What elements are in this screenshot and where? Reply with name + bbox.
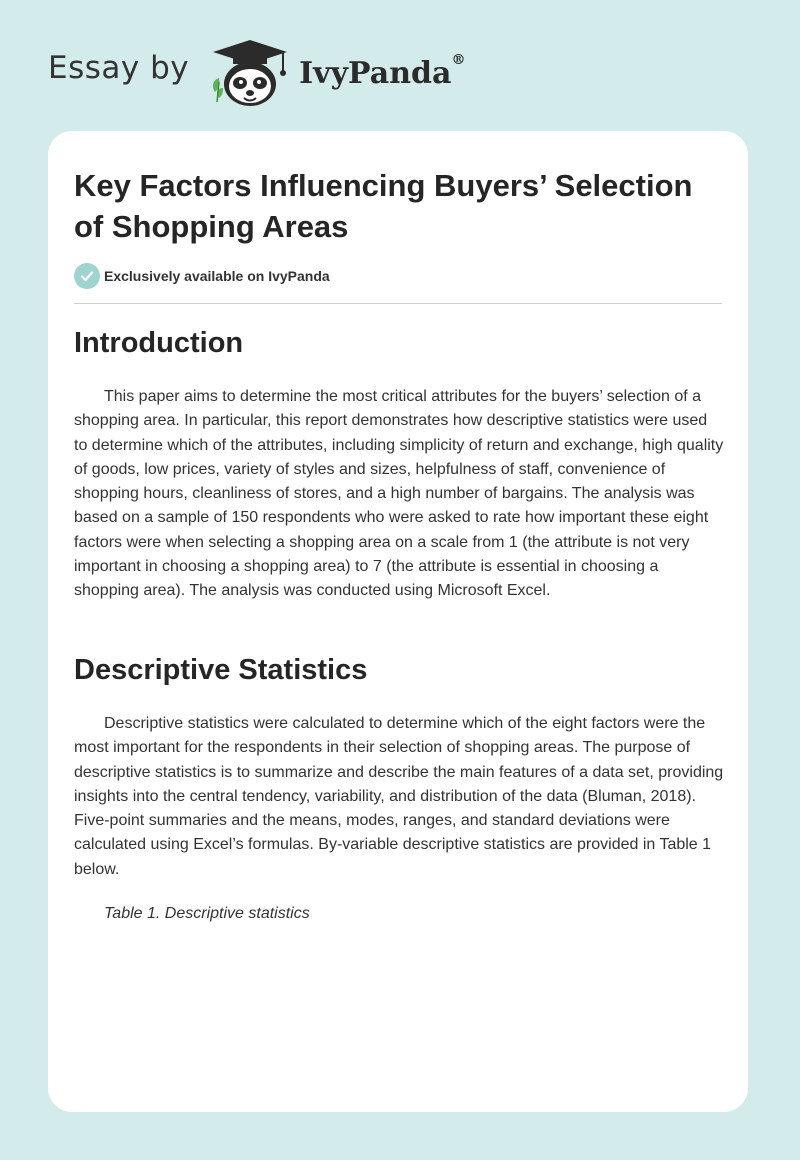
brand-name[interactable] — [299, 51, 466, 91]
check-circle-icon — [74, 263, 100, 289]
registered-mark: ® — [451, 51, 466, 68]
brand-text: IvyPanda — [299, 55, 452, 91]
table-caption: Table 1. Descriptive statistics — [104, 905, 310, 922]
site-header — [48, 36, 465, 108]
panda-graduate-icon[interactable] — [205, 36, 295, 108]
essay-by-label: Essay by — [48, 50, 190, 86]
article-card — [48, 131, 748, 1112]
article-title: Key Factors Influencing Buyers’ Selection of Shopping Areas — [74, 168, 693, 244]
section-paragraph-descriptive-statistics: Descriptive statistics were calculated to determine which of the eight factors were the most important for the respondents in their selection of shopping areas. The purpose of descriptive statistics is to summarize and describe the main features of a data set, providing insights into the central tendency, variability, and distribution of the data (Bluman, 2018). Five-point summaries and the means, modes, ranges, and standard deviations were calculated using Excel’s formulas. By-variable descriptive statistics are provided in Table 1 below. — [74, 715, 724, 878]
title-divider — [74, 303, 722, 304]
exclusive-badge — [74, 263, 330, 289]
section-heading-introduction: Introduction — [74, 327, 244, 359]
section-heading-descriptive-statistics: Descriptive Statistics — [74, 654, 368, 686]
section-paragraph-introduction: This paper aims to determine the most critical attributes for the buyers’ selection of a shopping area. In particular, this report demonstrates how descriptive statistics were used to determine which of the attributes, including simplicity of return and exchange, high quality of goods, low prices, variety of styles and sizes, helpfulness of staff, convenience of shopping hours, cleanliness of stores, and a high number of bargains. The analysis was based on a sample of 150 respondents who were asked to rate how important these eight factors were when selecting a shopping area on a scale from 1 (the attribute is not very important in choosing a shopping area) to 7 (the attribute is essential in choosing a shopping area). The analysis was conducted using Microsoft Excel. — [74, 388, 724, 600]
exclusive-badge-text: Exclusively available on IvyPanda — [104, 268, 330, 284]
